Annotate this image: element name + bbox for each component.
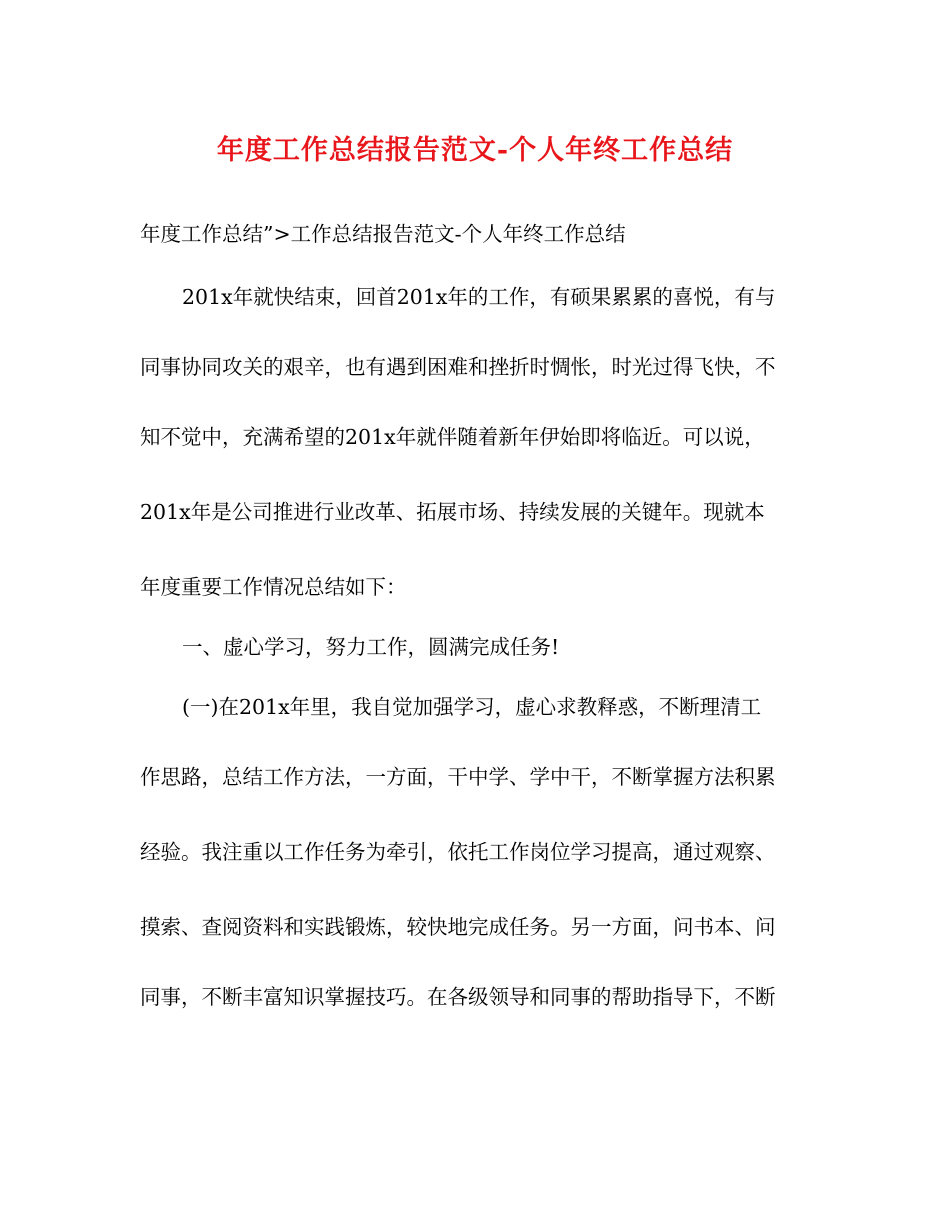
paragraph-line: 经验。我注重以工作任务为牵引，依托工作岗位学习提高，通过观察、 <box>140 840 776 864</box>
paragraph-line: 同事协同攻关的艰辛，也有遇到困难和挫折时惆怅，时光过得飞快，不 <box>140 355 776 379</box>
paragraph-line: 摸索、查阅资料和实践锻炼，较快地完成任务。另一方面，问书本、问 <box>140 915 776 939</box>
section-heading: 一、虚心学习，努力工作，圆满完成任务! <box>182 635 560 659</box>
paragraph-line: 年度重要工作情况总结如下： <box>140 575 407 599</box>
paragraph-line: 同事，不断丰富知识掌握技巧。在各级领导和同事的帮助指导下，不断 <box>140 985 776 1009</box>
paragraph-line: 201x年是公司推进行业改革、拓展市场、持续发展的关键年。现就本 <box>140 500 765 524</box>
paragraph-line: 201x年就快结束，回首201x年的工作，有硕果累累的喜悦，有与 <box>182 285 776 309</box>
paragraph-line: 作思路，总结工作方法，一方面，干中学、学中干，不断掌握方法积累 <box>140 765 776 789</box>
document-title: 年度工作总结报告范文-个人年终工作总结 <box>216 135 734 166</box>
paragraph-line: (一)在201x年里，我自觉加强学习，虚心求教释惑，不断理清工 <box>182 695 762 719</box>
breadcrumb-line: 年度工作总结”>工作总结报告范文-个人年终工作总结 <box>140 222 626 246</box>
paragraph-line: 知不觉中，充满希望的201x年就伴随着新年伊始即将临近。可以说， <box>140 425 765 449</box>
